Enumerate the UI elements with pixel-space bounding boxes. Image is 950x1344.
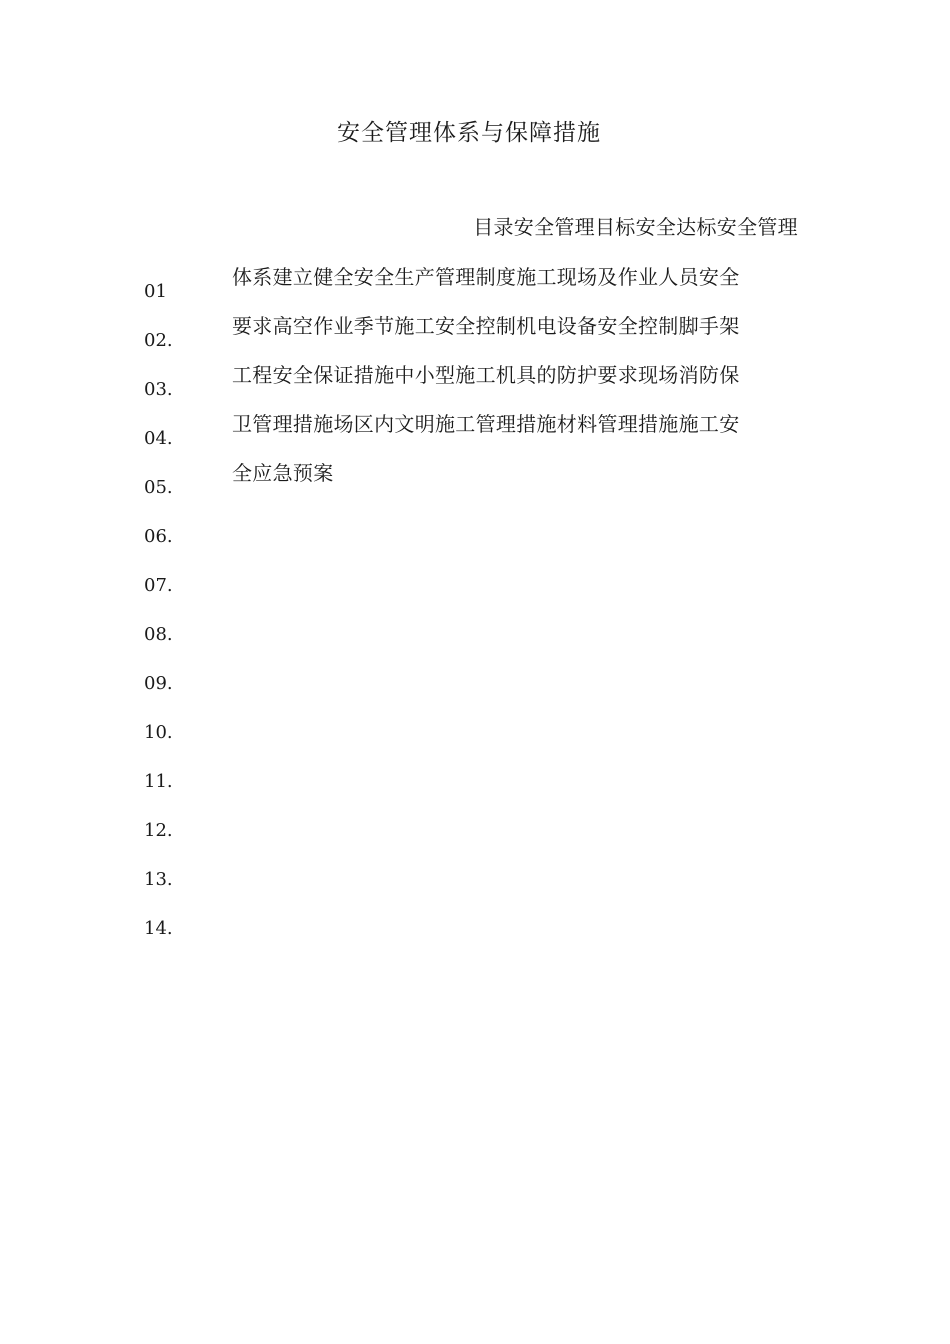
toc-line: 卫管理措施场区内文明施工管理措施材料管理措施施工安	[232, 412, 740, 436]
page-title: 安全管理体系与保障措施	[337, 120, 601, 146]
toc-line: 全应急预案	[232, 461, 334, 485]
section-number: 09.	[144, 673, 173, 694]
section-number: 05.	[144, 477, 173, 498]
section-number: 02.	[144, 330, 173, 351]
section-number: 07.	[144, 575, 173, 596]
toc-line: 工程安全保证措施中小型施工机具的防护要求现场消防保	[232, 363, 740, 387]
toc-text-block	[232, 260, 794, 505]
section-number: 14.	[144, 918, 173, 939]
section-number: 01	[144, 281, 167, 302]
toc-heading-line: 目录安全管理目标安全达标安全管理	[473, 215, 798, 239]
section-number: 11.	[144, 771, 173, 792]
section-number: 10.	[144, 722, 173, 743]
section-number: 08.	[144, 624, 173, 645]
section-number: 03.	[144, 379, 173, 400]
section-number: 04.	[144, 428, 173, 449]
section-number: 12.	[144, 820, 173, 841]
toc-line: 体系建立健全安全生产管理制度施工现场及作业人员安全	[232, 265, 740, 289]
section-number-list	[144, 277, 204, 963]
section-number: 06.	[144, 526, 173, 547]
toc-line: 要求高空作业季节施工安全控制机电设备安全控制脚手架	[232, 314, 740, 338]
section-number: 13.	[144, 869, 173, 890]
